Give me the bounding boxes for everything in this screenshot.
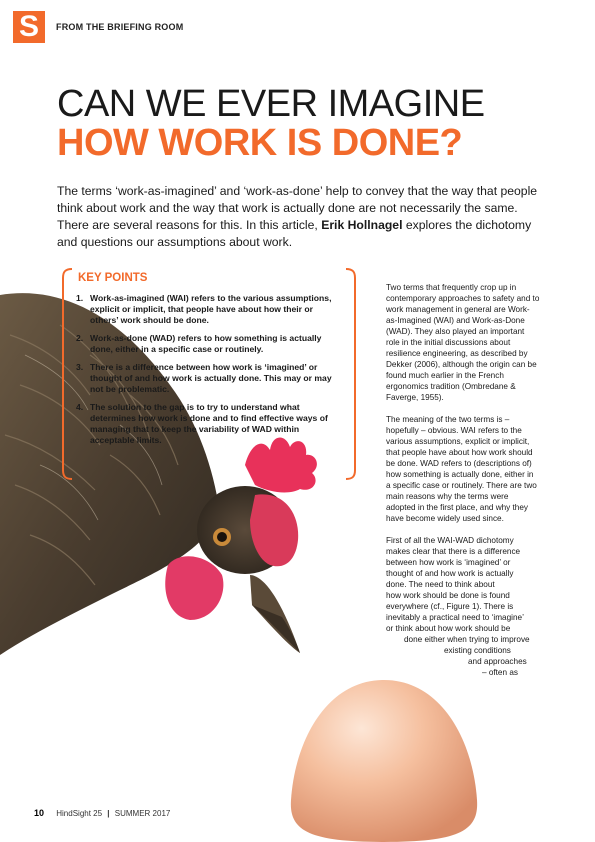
intro-paragraph [57,183,543,251]
body-line: and approaches [468,657,527,666]
body-line: makes clear that there is a difference [386,547,521,556]
egg-illustration [287,680,481,842]
body-line: done. The need to think about [386,580,495,589]
key-point-text: There is a difference between how work is ‘imagined’ or thought of and how work is actually done. This may or may not be problematic. [90,362,332,394]
page-footer [34,808,170,819]
magazine-logo [13,11,45,43]
key-point-text: The solution to the gap is to try to understand what determines how work is done and to find effective ways of managing that to keep the variability of WAD within acceptable limits. [90,402,328,445]
key-point-number: 4. [76,402,84,412]
body-line: inevitably a practical need to ‘imagine’ [386,613,524,622]
section-label: FROM THE BRIEFING ROOM [56,22,184,32]
body-line: or think about how work should be [386,624,511,633]
key-point-number: 2. [76,333,84,343]
key-points-title: KEY POINTS [78,272,148,284]
body-line: existing conditions [444,646,511,655]
intro-before: The terms ‘work-as-imagined’ and ‘work-as-done’ help to convey that the way that people think about work and the way that work is actually done are not necessarily the same. There are several reasons for this. In this article, [57,184,538,232]
body-line: how work should be done is found [386,591,510,600]
body-paragraph-1: Two terms that frequently crop up in contemporary approaches to safety and to work management in general are Work-as-Imagined (WAI) and Work-as-Done (WAD). They also played an important role in the initial discussions about resilience engineering, as described by Dekker (2006), although the origin can be found much earlier in the French ergonomics tradition (Ombredane & Faverge, 1955). [386,283,540,402]
body-paragraph-3 [386,535,540,678]
key-point-item [76,333,342,355]
title-line-1: CAN WE EVER IMAGINE [57,83,485,125]
article-body [386,282,540,689]
publication-name: HindSight 25 [56,809,103,818]
body-line: between how work is ‘imagined’ or [386,558,511,567]
key-point-item [76,362,342,395]
key-points-list [76,293,342,453]
intro-author: Erik Hollnagel [321,218,403,232]
key-point-text: Work-as-done (WAD) refers to how something is actually done, either in a specific case or routinely. [90,333,322,354]
issue-label: SUMMER 2017 [114,809,171,818]
key-point-number: 3. [76,362,84,372]
body-paragraph-2: The meaning of the two terms is – hopefully – obvious. WAI refers to the various assumptions, explicit or implicit, that people have about how work should be done. WAD refers to (descriptions of) how something is actually done, either in a specific case or routinely. There are two main reasons why the terms were adopted in the first place, and why they have become widely used since. [386,415,537,523]
key-point-number: 1. [76,293,84,303]
page-number: 10 [34,808,45,818]
key-point-text: Work-as-imagined (WAI) refers to the various assumptions, explicit or implicit, that people have about how their or others’ work should be done. [90,293,332,325]
intro-after: explores the dichotomy and questions our assumptions about work. [57,218,532,249]
logo-letter: S [18,10,39,43]
key-point-item [76,402,342,446]
footer-separator: | [107,809,110,818]
body-line: everywhere (cf., Figure 1). There is [386,602,514,611]
body-line: – often as [482,668,518,677]
body-line: thought of and how work is actually [386,569,514,578]
title-line-2: HOW WORK IS DONE? [57,122,463,164]
key-point-item [76,293,342,326]
body-line: done either when trying to improve [404,635,530,644]
body-line: First of all the WAI-WAD dichotomy [386,536,514,545]
